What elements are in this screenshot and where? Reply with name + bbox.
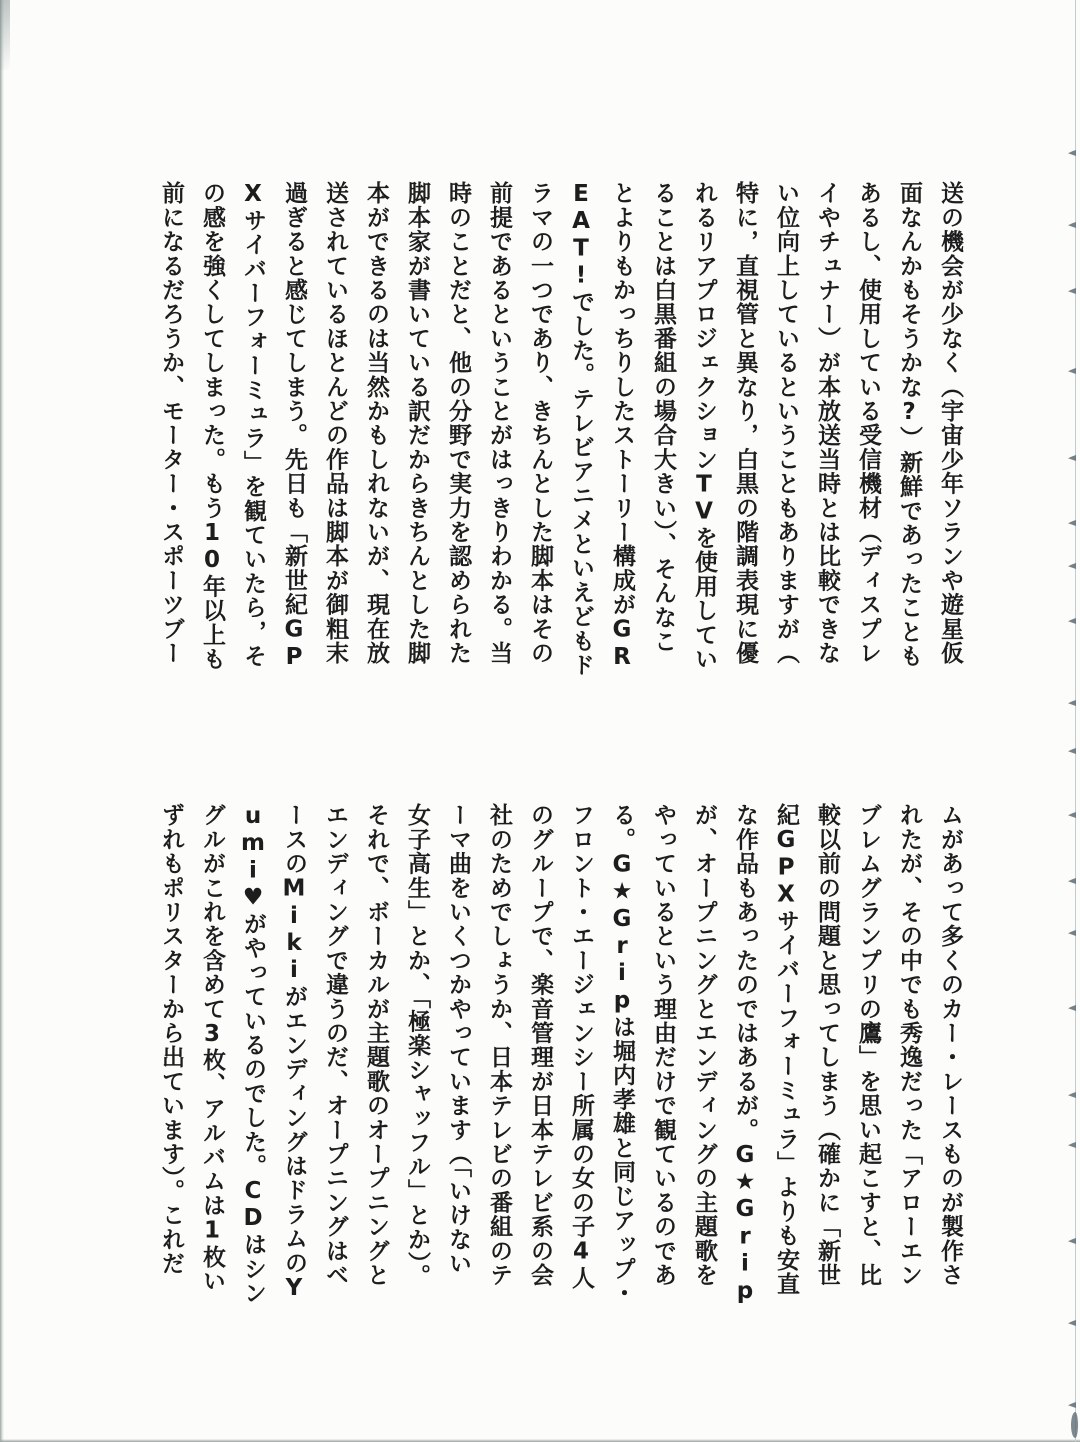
scan-speck [1068, 930, 1076, 936]
text-column: 本ができるのは当然かもしれないが、現在放 [363, 181, 389, 665]
article-text-block-top [150, 181, 970, 677]
article-text-block-bottom [150, 803, 970, 1305]
text-column: 送の機会が少なく（宇宙少年ソランや遊星仮 [937, 181, 963, 665]
text-column: 紀GPXサイバーフォーミュラ」よりも安直 [773, 803, 799, 1296]
scan-speck [1068, 618, 1076, 624]
text-column: あるし、使用している受信機材（ディスプレ [855, 181, 881, 665]
scan-speck [1068, 520, 1076, 526]
text-column: ることは白黒番組の場合大きい）、そんなこ [650, 181, 676, 654]
text-column: ーマ曲をいくつかやっています（「いけない [445, 803, 471, 1276]
text-column: とよりもかっちりしたストーリー構成がGR [609, 181, 635, 671]
scan-speck [1068, 1238, 1076, 1244]
text-column: れたが、その中でも秀逸だった「アローエン [896, 803, 922, 1287]
text-column: グルがこれを含めて3枚、アルバムは1枚い [199, 803, 225, 1293]
scan-speck [1068, 1092, 1076, 1098]
scan-speck [1068, 878, 1076, 884]
scan-speck [1068, 812, 1076, 818]
scan-speck [1068, 748, 1076, 754]
text-column: 面なんかもそうかな?）新鮮であったことも [896, 181, 922, 668]
text-column: 過ぎると感じてしまう。先日も「新世紀GP [281, 181, 307, 671]
text-column: フロント・エージェンシー所属の女の子4人 [568, 803, 594, 1290]
scan-left-edge-shadow [0, 0, 4, 1442]
text-column: 前提であるということがはっきりわかる。当 [486, 181, 512, 665]
text-column: それで、ボーカルが主題歌のオープニングと [363, 803, 389, 1287]
scan-speck [1068, 1005, 1076, 1011]
text-column: い位向上しているということもありますが（ [773, 181, 799, 665]
scan-speck [1068, 1320, 1076, 1326]
text-column: EAT!でした。テレビアニメといえどもド [568, 181, 594, 677]
text-column: 社のためでしょうか、日本テレビの番組のテ [486, 803, 512, 1287]
text-column: ースのMikiがエンディングはドラムのY [281, 803, 307, 1302]
scan-speck [1068, 1402, 1076, 1408]
text-column: umi♥がやっているのでした。CDはシン [240, 803, 266, 1305]
text-column: Xサイバーフォーミュラ」を観ていたら，そ [240, 181, 266, 668]
text-column: れるリアプロジェクションTVを使用してい [691, 181, 717, 671]
text-column: る。G★Gripは堀内孝雄と同じアップ・ [609, 803, 635, 1305]
text-column: 女子高生」とか、「極楽シャッフル」とか）。 [404, 803, 430, 1289]
text-column: 送されているほとんどの作品は脚本が御粗末 [322, 181, 348, 665]
scan-speck [1068, 455, 1076, 461]
text-column: 前になるだろうか、モーター・スポーツブー [158, 181, 184, 665]
text-column: 特に，直視管と異なり，白黒の階調表現に優 [732, 181, 758, 665]
text-column: ラマの一つであり、きちんとした脚本はその [527, 181, 553, 665]
scan-speck [1068, 222, 1076, 228]
text-column: ずれもポリスターから出ています）。これだ [158, 803, 184, 1276]
scan-speck [1068, 1142, 1076, 1148]
scan-bottom-right-smudge [1071, 1412, 1078, 1438]
text-column: エンディングで違うのだ、オープニングはベ [322, 803, 348, 1287]
text-column: 較以前の問題と思ってしまう（確かに「新世 [814, 803, 840, 1287]
text-column: ムがあって多くのカー・レースものが製作さ [937, 803, 963, 1287]
text-column: が、オープニングとエンディングの主題歌を [691, 803, 717, 1287]
text-column: ブレムグランプリの鷹」を思い起こすと、比 [855, 803, 881, 1287]
text-column: のグループで、楽音管理が日本テレビ系の会 [527, 803, 553, 1287]
text-column: 脚本家が書いている訳だからきちんとした脚 [404, 181, 430, 665]
text-column: な作品もあったのではあるが。G★Grip [732, 803, 758, 1305]
scan-topleft-corner-mark [0, 0, 10, 70]
scan-speck [1068, 368, 1076, 374]
scan-binding-line [1075, 0, 1076, 1442]
scan-speck [1068, 563, 1076, 569]
text-column: 時のことだと、他の分野で実力を認められた [445, 181, 471, 665]
scan-speck [1068, 700, 1076, 706]
scan-speck [1068, 150, 1076, 156]
text-column: イやチュナー）が本放送当時とは比較できな [814, 181, 840, 665]
text-column: の感を強くしてしまった。もう10年以上も [199, 181, 225, 671]
scan-speck [1068, 288, 1076, 294]
text-column: やっているという理由だけで観ているのであ [650, 803, 676, 1287]
